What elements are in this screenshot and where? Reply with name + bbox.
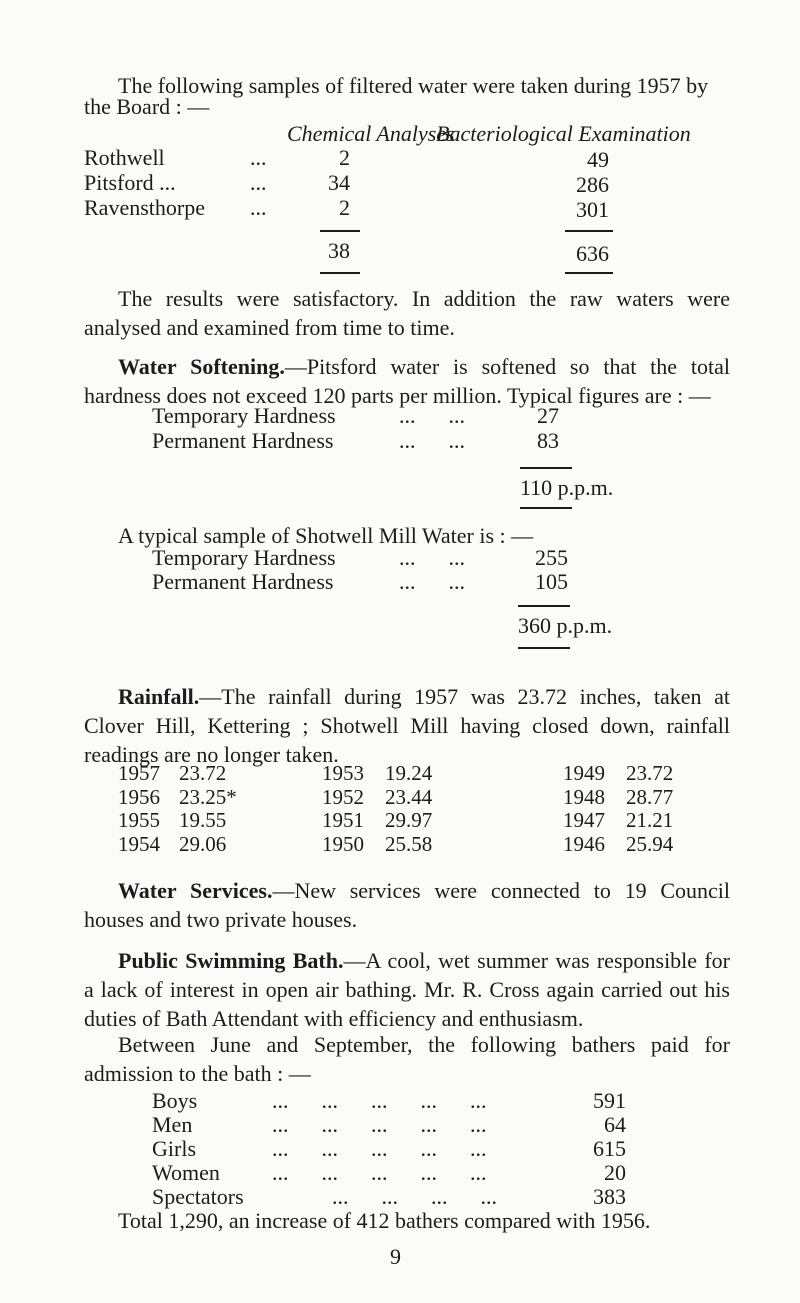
chem-rule-bottom: [320, 272, 360, 274]
sample-dots: ...: [250, 145, 267, 170]
softening-rule-top: [520, 467, 572, 469]
rain-year: 1949: [563, 761, 605, 785]
bact-rule-bottom: [565, 272, 613, 274]
softening-label: Temporary Hardness: [152, 403, 336, 428]
softening-heading: Water Softening.: [118, 354, 285, 379]
chem-total: 38: [328, 238, 350, 263]
bathers-label: Spectators: [152, 1184, 244, 1209]
rain-value: 25.94: [626, 832, 674, 856]
bact-rule-top: [565, 230, 613, 232]
sample-chem: 2: [339, 145, 350, 170]
services-text: —New services were connected to 19 Council houses and two private houses.: [84, 878, 730, 932]
sample-place: Rothwell: [84, 145, 165, 170]
bathers-value: 383: [593, 1184, 626, 1209]
rain-value: 21.21: [626, 808, 674, 832]
rain-year: 1947: [563, 808, 605, 832]
bathers-dots: ... ... ... ...: [332, 1184, 497, 1209]
bacteriological-header: Bacteriological Examination: [436, 121, 691, 146]
sample-place: Ravensthorpe: [84, 195, 205, 220]
rain-year: 1946: [563, 832, 605, 856]
results-paragraph: The results were satisfactory. In addition the raw waters were analysed and examined from time to time.: [84, 286, 730, 340]
rain-value: 29.97: [385, 808, 433, 832]
softening-value: 27: [537, 403, 559, 428]
bath-heading: Public Swimming Bath.: [118, 948, 344, 973]
rain-year: 1953: [322, 761, 364, 785]
rainfall-text: —The rainfall during 1957 was 23.72 inches, taken at Clover Hill, Kettering ; Shotwell Mill having closed down, rainfall readings are no longer taken.: [84, 684, 730, 767]
bathers-label: Boys: [152, 1088, 198, 1113]
bact-total: 636: [576, 241, 609, 266]
shotwell-label: Temporary Hardness: [152, 545, 336, 570]
softening-rule-bottom: [520, 507, 572, 509]
rain-year: 1955: [118, 808, 160, 832]
sample-place: Pitsford ...: [84, 170, 176, 195]
sample-bact: 49: [587, 147, 609, 172]
rain-value: 29.06: [179, 832, 227, 856]
rain-value: 23.72: [179, 761, 227, 785]
shotwell-label: Permanent Hardness: [152, 569, 334, 594]
shotwell-total: 360 p.p.m.: [518, 613, 613, 638]
chem-rule-top: [320, 230, 360, 232]
bathers-label: Women: [152, 1160, 220, 1185]
services-paragraph: [84, 876, 730, 934]
bathers-dots: ... ... ... ... ...: [272, 1136, 487, 1161]
sample-dots: ...: [250, 195, 267, 220]
bathers-label: Girls: [152, 1136, 196, 1161]
services-heading: Water Services.: [118, 878, 273, 903]
chemical-analyses-header: Chemical Analyses: [287, 121, 455, 146]
shotwell-intro: A typical sample of Shotwell Mill Water is : —: [118, 523, 534, 548]
shotwell-value: 255: [535, 545, 568, 570]
rain-year: 1950: [322, 832, 364, 856]
sample-chem: 2: [339, 195, 350, 220]
bathers-label: Men: [152, 1112, 193, 1137]
bathers-dots: ... ... ... ... ...: [272, 1112, 487, 1137]
intro-line-1: The following samples of filtered water were taken during 1957 by: [118, 73, 709, 98]
rainfall-paragraph: [84, 682, 730, 769]
bath-paragraph-2: Between June and September, the following bathers paid for admission to the bath : —: [84, 1032, 730, 1086]
bath-text: —A cool, wet summer was responsible for a lack of interest in open air bathing. Mr. R. Cross again carried out his duties of Bath Attendant with efficiency and enthusiasm.: [84, 948, 730, 1031]
softening-text: —Pitsford water is softened so that the total hardness does not exceed 120 parts per million. Typical figures are : —: [84, 354, 730, 408]
shotwell-rule-bottom: [518, 647, 570, 649]
rain-value: 19.55: [179, 808, 227, 832]
rain-value: 23.44: [385, 785, 433, 809]
bathers-dots: ... ... ... ... ...: [272, 1088, 487, 1113]
rain-value: 19.24: [385, 761, 433, 785]
shotwell-rule-top: [518, 605, 570, 607]
rain-year: 1948: [563, 785, 605, 809]
softening-dots: ... ...: [399, 403, 465, 428]
rain-value: 23.25*: [179, 785, 237, 809]
bathers-value: 591: [593, 1088, 626, 1113]
rain-year: 1952: [322, 785, 364, 809]
rain-value: 25.58: [385, 832, 433, 856]
bathers-total-line: Total 1,290, an increase of 412 bathers compared with 1956.: [118, 1208, 651, 1233]
bathers-value: 615: [593, 1136, 626, 1161]
softening-total: 110 p.p.m.: [520, 475, 614, 500]
shotwell-value: 105: [535, 569, 568, 594]
rain-value: 23.72: [626, 761, 674, 785]
sample-chem: 34: [328, 170, 350, 195]
softening-dots: ... ...: [399, 428, 465, 453]
rain-year: 1957: [118, 761, 160, 785]
rainfall-heading: Rainfall.: [118, 684, 200, 709]
softening-label: Permanent Hardness: [152, 428, 334, 453]
rain-value: 28.77: [626, 785, 674, 809]
page-number: 9: [390, 1244, 401, 1269]
sample-bact: 286: [576, 172, 609, 197]
sample-bact: 301: [576, 197, 609, 222]
bathers-value: 20: [604, 1160, 626, 1185]
softening-value: 83: [537, 428, 559, 453]
bath-paragraph: [84, 946, 730, 1033]
bathers-value: 64: [604, 1112, 626, 1137]
rain-year: 1954: [118, 832, 160, 856]
shotwell-dots: ... ...: [399, 545, 465, 570]
intro-line-2: the Board : —: [84, 94, 210, 119]
rain-year: 1956: [118, 785, 160, 809]
sample-dots: ...: [250, 170, 267, 195]
shotwell-dots: ... ...: [399, 569, 465, 594]
rain-year: 1951: [322, 808, 364, 832]
bathers-dots: ... ... ... ... ...: [272, 1160, 487, 1185]
